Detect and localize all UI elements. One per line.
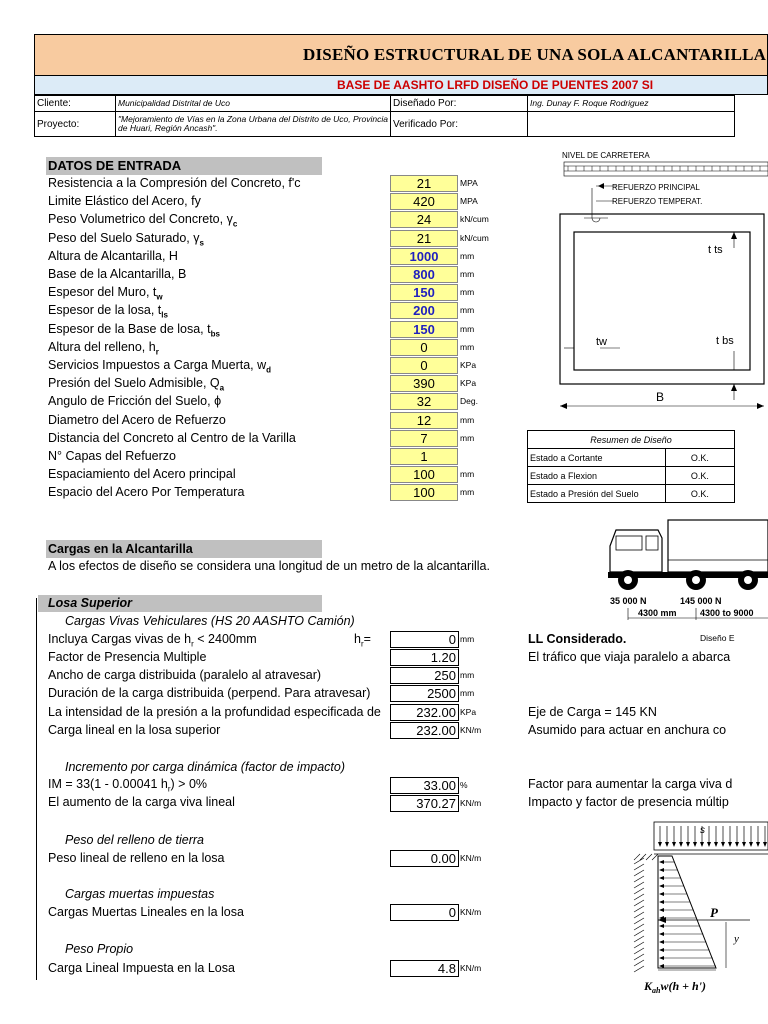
datos-row-label: Presión del Suelo Admisible, $Q_a$ (48, 376, 225, 393)
datos-row-label: Resistencia a la Compresión del Concreto, f'c (48, 176, 301, 190)
relleno-value[interactable]: 0.00 (390, 850, 459, 867)
relleno-label: Peso lineal de relleno en la losa (48, 851, 225, 865)
datos-row-label: Limite Elástico del Acero, fy (48, 194, 201, 209)
factor-note: Factor para aumentar la carga viva d (528, 777, 733, 791)
title-bar (34, 34, 768, 76)
datos-row-value[interactable]: 150 (390, 321, 458, 338)
im-unit: % (460, 780, 468, 790)
aumento-label: El aumento de la carga viva lineal (48, 795, 235, 809)
proyecto-value: "Mejoramiento de Vías en la Zona Urbana del Distrito de Uco, Provincia de Huari, Región Ancash". (116, 112, 391, 137)
resumen-row-status: O.K. (665, 449, 734, 467)
datos-row-label: Peso del Suelo Saturado, $\gamma_s$ (48, 230, 204, 248)
datos-row-value[interactable]: 0 (390, 339, 458, 356)
datos-row-value[interactable]: 150 (390, 284, 458, 301)
aumento-unit: KN/m (460, 798, 482, 808)
factor-presencia-value[interactable]: 1.20 (390, 649, 459, 666)
datos-row-label: Espesor de la Base de losa, $t_{bs}$ (48, 321, 220, 339)
datos-row-label: Peso Volumetrico del Concreto, $\gamma_c$ (48, 212, 238, 229)
ref-temp-label: REFUERZO TEMPERAT. (612, 197, 703, 206)
datos-row-unit: kN/cum (460, 214, 489, 225)
pressure-diagram (630, 818, 768, 994)
datos-row-value[interactable]: 200 (390, 302, 458, 319)
culvert-diagram (556, 148, 768, 418)
cargas-text: A los efectos de diseño se considera una longitud de un metro de la alcantarilla. (48, 559, 490, 573)
datos-row-unit: mm (460, 323, 475, 334)
resumen-row-status: O.K. (665, 467, 734, 485)
eje-note: Eje de Carga = 145 KN (528, 705, 657, 719)
datos-row-unit: Deg. (460, 396, 478, 407)
cliente-value: Municipalidad Distrital de Uco (116, 96, 391, 112)
muertas-value[interactable]: 0 (390, 904, 459, 921)
pressure-arrows (659, 860, 716, 968)
axle-dist-2: 4300 to 9000 (700, 608, 754, 618)
pressure-formula: $K_{ah}w(h + h')$ (644, 979, 706, 994)
propio-label: Carga Lineal Impuesta en la Losa (48, 961, 235, 975)
datos-row-value[interactable]: 100 (390, 466, 458, 483)
datos-row-label: Altura de Alcantarilla, H (48, 248, 178, 263)
disenado-value: Ing. Dunay F. Roque Rodriguez (528, 96, 735, 112)
muertas-label: Cargas Muertas Lineales en la losa (48, 905, 244, 919)
datos-row-label: Servicios Impuestos a Carga Muerta, $w_d$ (48, 358, 272, 375)
datos-row-label: Espesor del Muro, $t_w$ (48, 285, 163, 302)
culvert-outer (560, 214, 764, 384)
datos-row-value[interactable]: 12 (390, 412, 458, 429)
datos-row-value[interactable]: 100 (390, 484, 458, 501)
datos-row-unit: KPa (460, 378, 477, 389)
datos-row-unit: MPA (460, 196, 478, 207)
datos-row-value[interactable]: 21 (390, 175, 458, 192)
verificado-value (528, 112, 735, 137)
datos-row-unit: kN/cum (460, 232, 489, 243)
asumido-note: Asumido para actuar en anchura co (528, 723, 727, 737)
datos-row-unit: mm (460, 305, 475, 316)
losa-title: Losa Superior (48, 596, 133, 610)
resumen-table (527, 430, 735, 503)
datos-row-unit: mm (460, 250, 475, 261)
muertas-title: Cargas muertas impuestas (65, 887, 215, 901)
datos-row-label: Angulo de Fricción del Suelo, ϕ (48, 394, 222, 409)
ll-label: LL Considerado. (528, 632, 627, 646)
carga-lineal-unit: KN/m (460, 725, 482, 735)
truck-diagram (600, 516, 768, 624)
datos-row-value[interactable]: 24 (390, 211, 458, 228)
datos-row-label: Espaciamiento del Acero principal (48, 467, 236, 482)
carga-lineal-label: Carga lineal en la losa superior (48, 723, 221, 737)
datos-row-unit: mm (460, 269, 475, 279)
datos-row-unit: mm (460, 414, 475, 425)
propio-value[interactable]: 4.8 (390, 960, 459, 977)
cargas-section-title: Cargas en la Alcantarilla (46, 540, 322, 558)
s-label: s (700, 825, 705, 836)
soil-hatch (634, 854, 658, 972)
hr-unit: mm (460, 634, 475, 644)
road-hatch (568, 166, 760, 171)
datos-row-unit: KPa (460, 360, 477, 370)
tw-label: tw (596, 336, 607, 348)
resumen-title: Resumen de Diseño (528, 431, 735, 449)
im-value[interactable]: 33.00 (390, 777, 459, 794)
aumento-value[interactable]: 370.27 (390, 795, 459, 812)
tbs-label: t bs (716, 335, 734, 347)
resumen-row-label: Estado a Flexion (528, 467, 666, 485)
carga-lineal-value[interactable]: 232.00 (390, 722, 459, 739)
resumen-row-status: O.K. (665, 485, 734, 503)
datos-row-unit: mm (460, 287, 475, 298)
datos-row-label: Espacio del Acero Por Temperatura (48, 485, 245, 500)
datos-section-title: DATOS DE ENTRADA (46, 157, 322, 175)
relleno-title: Peso del relleno de tierra (65, 833, 204, 847)
datos-row-value[interactable]: 390 (390, 375, 458, 392)
left-border (36, 598, 37, 980)
truck-icon (608, 520, 768, 590)
losa-subtitle: Cargas Vivas Vehiculares (HS 20 AASHTO Camión) (65, 614, 355, 628)
datos-row-label: Base de la Alcantarilla, B (48, 267, 187, 281)
nivel-label: NIVEL DE CARRETERA (562, 151, 650, 160)
datos-row-value[interactable]: 0 (390, 357, 458, 374)
axle-load-1: 35 000 N (610, 596, 647, 606)
datos-row-value[interactable]: 800 (390, 266, 458, 283)
datos-row-unit: mm (460, 341, 475, 352)
datos-row-unit: mm (460, 432, 475, 443)
axle-load-2: 145 000 N (680, 596, 722, 606)
project-info-table (34, 95, 735, 137)
datos-row-label: N° Capas del Refuerzo (48, 449, 176, 463)
datos-row-value[interactable]: 1000 (390, 248, 458, 265)
datos-row-value[interactable]: 32 (390, 393, 458, 410)
diseno-label: Diseño E (700, 633, 735, 643)
incluya-label: Incluya Cargas vivas de $h_r < 2400mm$ (48, 632, 257, 649)
ref-principal-label: REFUERZO PRINCIPAL (612, 183, 700, 192)
ancho-carga-value[interactable]: 250 (390, 667, 459, 684)
datos-row-unit: mm (460, 487, 475, 498)
relleno-unit: KN/m (460, 853, 482, 863)
hr-label: $h_r=$ (354, 632, 371, 649)
page-subtitle: BASE DE AASHTO LRFD DISEÑO DE PUENTES 2007 SI (337, 78, 654, 92)
im-label: IM = 33(1 - 0.00041 $h_r) > 0\%$ (48, 777, 208, 794)
axle-dist-1: 4300 mm (638, 608, 677, 618)
datos-row-value[interactable]: 1 (390, 448, 458, 465)
tts-label: t ts (708, 244, 723, 256)
hr-value[interactable]: 0 (390, 631, 459, 648)
ll-row (528, 630, 768, 648)
datos-row-unit: MPA (460, 178, 478, 188)
propio-title: Peso Propio (65, 942, 134, 956)
duracion-carga-label: Duración de la carga distribuida (perpend. Para atravesar) (48, 686, 371, 700)
factor-presencia-label: Factor de Presencia Multiple (48, 650, 207, 664)
page-title: DISEÑO ESTRUCTURAL DE UNA SOLA ALCANTARILLA (303, 45, 767, 64)
subtitle-bar (34, 76, 768, 95)
intensidad-label: La intensidad de la presión a la profundidad especificada de (48, 705, 381, 719)
datos-row-value[interactable]: 7 (390, 430, 458, 447)
duracion-carga-unit: mm (460, 688, 475, 698)
duracion-carga-value[interactable]: 2500 (390, 685, 459, 702)
y-label: y (734, 933, 739, 945)
disenado-label: Diseñado Por: (391, 96, 528, 112)
resumen-row-label: Estado a Cortante (528, 449, 666, 467)
p-label: P (710, 905, 718, 920)
surcharge-arrows (658, 826, 767, 847)
intensidad-value[interactable]: 232.00 (390, 704, 459, 721)
cliente-label: Cliente: (35, 96, 116, 112)
intensidad-unit: KPa (460, 707, 477, 717)
trafico-note: El tráfico que viaja paralelo a abarca (528, 650, 731, 664)
datos-row-label: Altura del relleno, $h_r$ (48, 339, 159, 357)
impacto-note: Impacto y factor de presencia múltip (528, 795, 729, 809)
verificado-label: Verificado Por: (391, 112, 528, 137)
incremento-title: Incremento por carga dinámica (factor de impacto) (65, 760, 345, 774)
datos-row-value[interactable]: 21 (390, 230, 458, 247)
road-surface (564, 162, 768, 176)
b-label: B (656, 390, 665, 404)
ancho-carga-label: Ancho de carga distribuida (paralelo al atravesar) (48, 668, 322, 682)
datos-row-label: Espesor de la losa, $t_{ls}$ (48, 303, 168, 320)
proyecto-label: Proyecto: (35, 112, 116, 137)
datos-row-label: Diametro del Acero de Refuerzo (48, 412, 226, 427)
ancho-carga-unit: mm (460, 670, 475, 680)
datos-row-value[interactable]: 420 (390, 193, 458, 210)
datos-row-label: Distancia del Concreto al Centro de la Varilla (48, 430, 296, 445)
datos-row-unit: mm (460, 469, 475, 480)
muertas-unit: KN/m (460, 907, 482, 917)
resumen-row-label: Estado a Presión del Suelo (528, 485, 666, 503)
culvert-inner (574, 232, 750, 370)
propio-unit: KN/m (460, 963, 482, 973)
